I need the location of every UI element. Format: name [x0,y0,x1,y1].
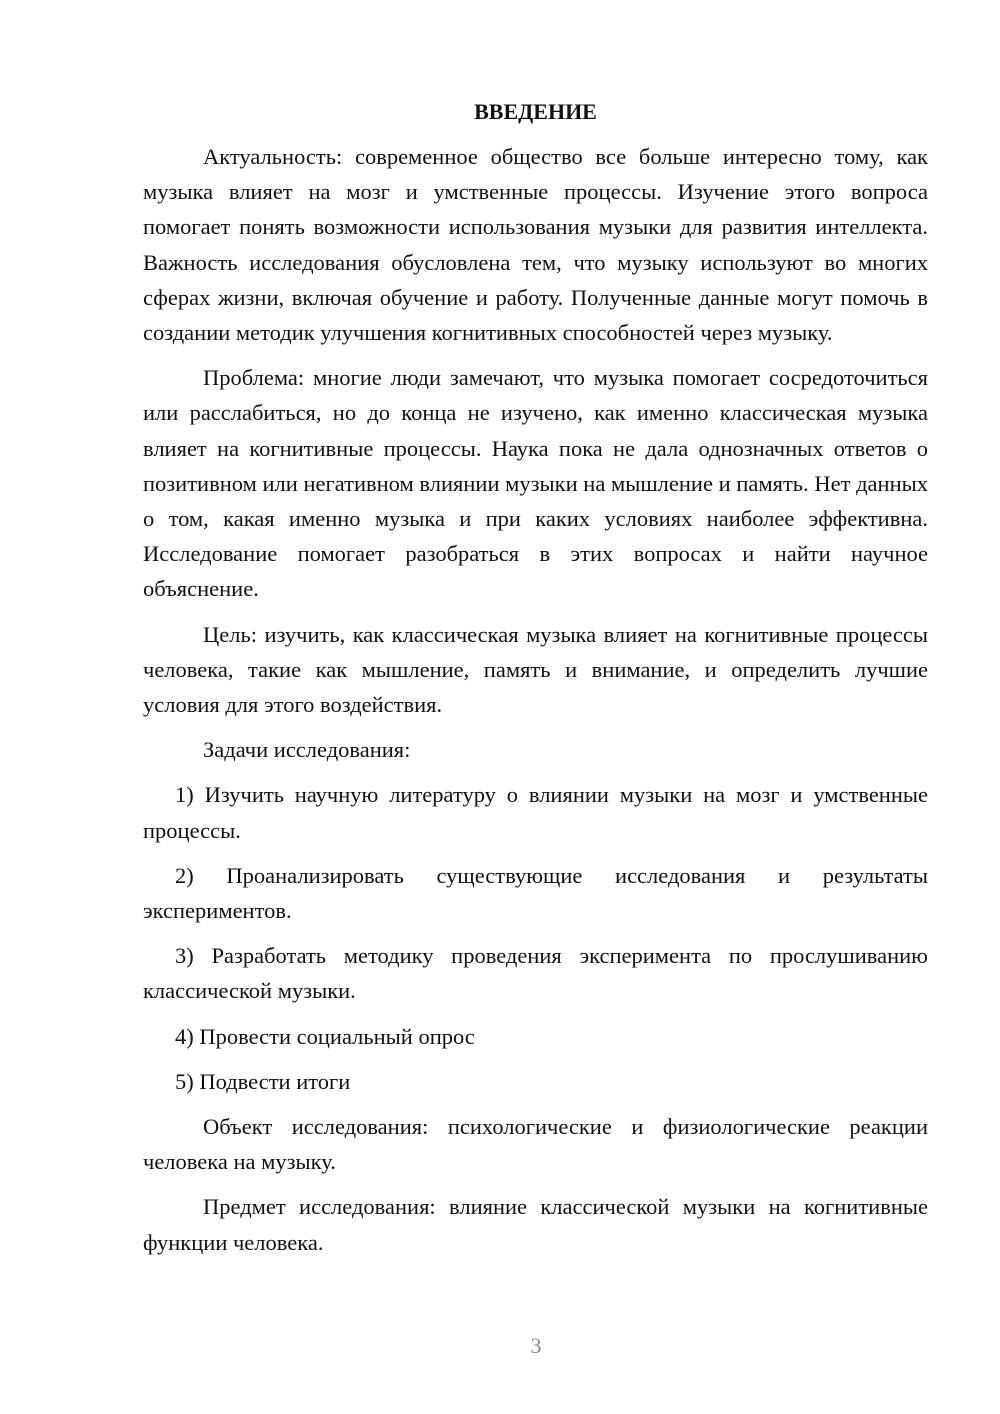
relevance-paragraph: Актуальность: современное общество все больше интересно тому, как музыка влияет на мозг и умственные процессы. Изучение этого вопроса помогает понять возможности использования музыки для развития интеллекта. Важность исследования обусловлена тем, что музыку используют во многих сферах жизни, включая обучение и работу. Полученные данные могут помочь в создании методик улучшения когнитивных способностей через музыку. [143,144,928,346]
tasks-heading: Задачи исследования: [203,737,411,763]
problem-paragraph: Проблема: многие люди замечают, что музыка помогает сосредоточиться или расслабиться, но до конца не изучено, как именно классическая музыка влияет на когнитивные процессы. Наука пока не дала однозначных ответов о позитивном или негативном влиянии музыки на мышление и память. Нет данных о том, какая именно музыка и при каких условиях наиболее эффективна. Исследование помогает разобраться в этих вопросах и найти научное объяснение. [143,365,928,602]
goal-paragraph: Цель: изучить, как классическая музыка влияет на когнитивные процессы человека, такие как мышление, память и внимание, и определить лучшие условия для этого воздействия. [143,621,928,718]
object-paragraph: Объект исследования: психологические и физиологические реакции человека на музыку. [143,1114,928,1175]
task-item: 3) Разработать методику проведения эксперимента по прослушиванию классической музыки. [143,943,928,1004]
tasks-list [143,777,928,1099]
page-content [143,94,928,1270]
page-number: 3 [530,1333,542,1358]
task-item: 4) Провести социальный опрос [175,1023,475,1049]
subject-paragraph: Предмет исследования: влияние классической музыки на когнитивные функции человека. [143,1194,928,1255]
task-item: 5) Подвести итоги [175,1068,351,1094]
task-item: 2) Проанализировать существующие исследования и результаты экспериментов. [143,862,928,924]
page-title: ВВЕДЕНИЕ [474,99,597,124]
task-item: 1) Изучить научную литературу о влиянии музыки на мозг и умственные процессы. [143,782,928,843]
